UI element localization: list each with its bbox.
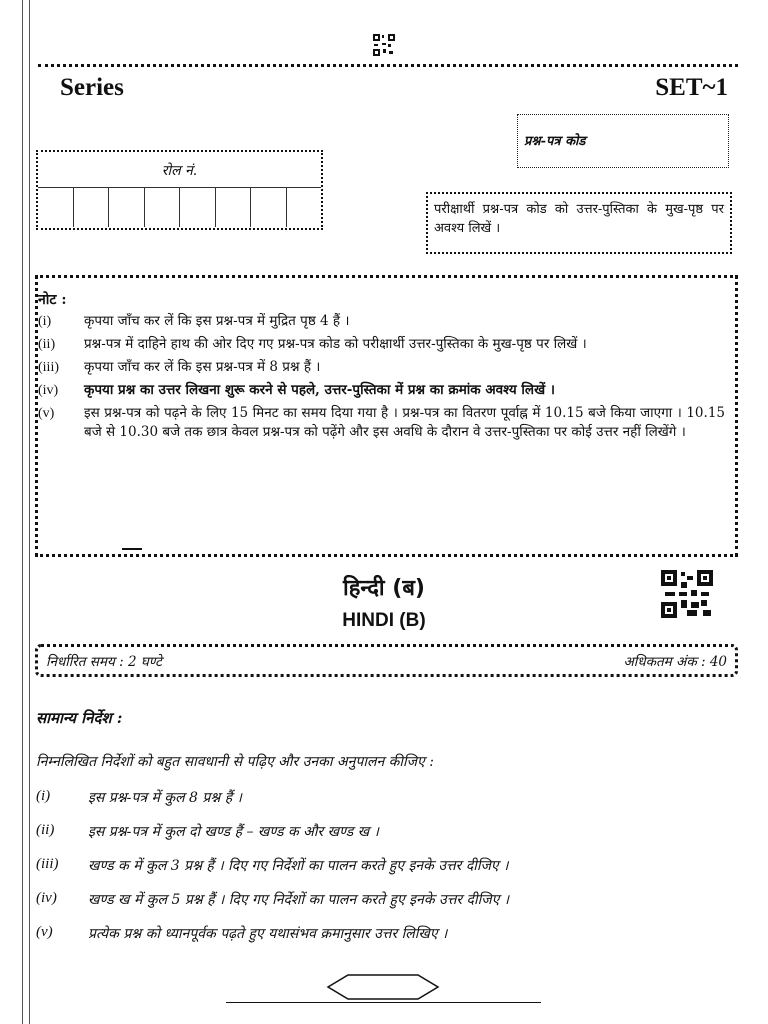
list-item [36, 788, 726, 822]
roll-number-cell [287, 188, 322, 227]
note-item [38, 312, 725, 332]
list-item [36, 890, 726, 924]
underline-mark [122, 548, 142, 550]
list-item-text: इस प्रश्न-पत्र में कुल 8 प्रश्न हैं । [88, 790, 242, 806]
max-marks: अधिकतम अंक : 40 [623, 653, 727, 670]
roll-number-cells [38, 187, 321, 227]
left-margin-rule [22, 0, 30, 1024]
note-item-number: (v) [38, 405, 55, 421]
note-item-text: कृपया जाँच कर लें कि इस प्रश्न-पत्र में 8 प्रश्न हैं । [84, 358, 321, 375]
set-label: SET~1 [655, 74, 728, 101]
note-item [38, 381, 725, 401]
list-item-text: इस प्रश्न-पत्र में कुल दो खण्ड हैं – खण्ड क और खण्ड ख । [88, 824, 379, 840]
list-item [36, 822, 726, 856]
subject-title-english: HINDI (B) [342, 610, 426, 631]
roll-number-cell [145, 188, 181, 227]
list-item-number: (i) [36, 788, 51, 804]
note-item-number: (i) [38, 314, 52, 329]
bottom-rule [226, 1002, 541, 1003]
roll-number-cell [74, 188, 110, 227]
note-item-text: प्रश्न-पत्र में दाहिने हाथ की ओर दिए गए प्रश्न-पत्र कोड को परीक्षार्थी उत्तर-पुस्तिका के मुख-पृष्ठ पर लिखें । [84, 335, 587, 352]
top-dotted-divider [38, 64, 738, 67]
note-item-number: (iv) [38, 382, 59, 398]
list-item-number: (ii) [36, 822, 55, 838]
note-item-number: (ii) [38, 336, 56, 352]
paper-code-label: प्रश्न-पत्र कोड [524, 134, 586, 149]
list-item-number: (v) [36, 924, 53, 940]
qr-code-icon [661, 570, 713, 618]
roll-number-cell [180, 188, 216, 227]
list-item-text: खण्ड ख में कुल 5 प्रश्न हैं । दिए गए निर्देशों का पालन करते हुए इनके उत्तर दीजिए । [88, 892, 510, 908]
list-item-text: प्रत्येक प्रश्न को ध्यानपूर्वक पढ़ते हुए यथासंभव क्रमानुसार उत्तर लिखिए । [88, 926, 448, 942]
time-allowed: निर्धारित समय : 2 घण्टे [46, 653, 162, 670]
note-item-number: (iii) [38, 359, 59, 375]
note-item [38, 335, 725, 355]
roll-number-label: रोल नं. [161, 163, 198, 179]
list-item-number: (iii) [36, 856, 59, 872]
note-box [35, 275, 738, 557]
note-item-text: इस प्रश्न-पत्र को पढ़ने के लिए 15 मिनट का समय दिया गया है । प्रश्न-पत्र का वितरण पूर्वाह्न में 10.15 बजे किया जाएगा । 10.15 बजे से 10.30 बजे तक छात्र केवल प्रश्न-पत्र को पढ़ेंगे और इस अवधि के दौरान वे उत्तर-पुस्तिका पर कोई उत्तर नहीं लिखेंगे । [84, 404, 725, 440]
page-continue-hexagon-icon [326, 973, 440, 1001]
candidate-instruction-box: परीक्षार्थी प्रश्न-पत्र कोड को उत्तर-पुस्तिका के मुख-पृष्ठ पर अवश्य लिखें । [426, 192, 732, 254]
general-instructions-title: सामान्य निर्देश : [36, 709, 123, 727]
note-item [38, 404, 725, 442]
subject-title-hindi: हिन्दी (ब) [343, 576, 425, 601]
list-item-text: खण्ड क में कुल 3 प्रश्न हैं । दिए गए निर्देशों का पालन करते हुए इनके उत्तर दीजिए । [88, 858, 509, 874]
note-title: नोट : [38, 292, 67, 308]
note-list [38, 312, 725, 442]
roll-number-cell [109, 188, 145, 227]
roll-number-cell [38, 188, 74, 227]
qr-code-icon [373, 34, 395, 56]
general-instructions-list [36, 788, 726, 958]
roll-number-box [36, 150, 323, 230]
roll-number-cell [216, 188, 252, 227]
note-item-text: कृपया प्रश्न का उत्तर लिखना शुरू करने से पहले, उत्तर-पुस्तिका में प्रश्न का क्रमांक अवश्य लिखें । [84, 381, 555, 398]
exam-info-box [35, 644, 738, 677]
list-item [36, 856, 726, 890]
list-item-number: (iv) [36, 890, 57, 906]
roll-number-cell [251, 188, 287, 227]
series-label: Series [60, 74, 124, 101]
general-instructions-intro: निम्नलिखित निर्देशों को बहुत सावधानी से पढ़िए और उनका अनुपालन कीजिए : [36, 754, 434, 770]
list-item [36, 924, 726, 958]
note-item [38, 358, 725, 378]
paper-code-box [517, 114, 729, 168]
note-item-text: कृपया जाँच कर लें कि इस प्रश्न-पत्र में मुद्रित पृष्ठ 4 हैं । [84, 313, 350, 329]
